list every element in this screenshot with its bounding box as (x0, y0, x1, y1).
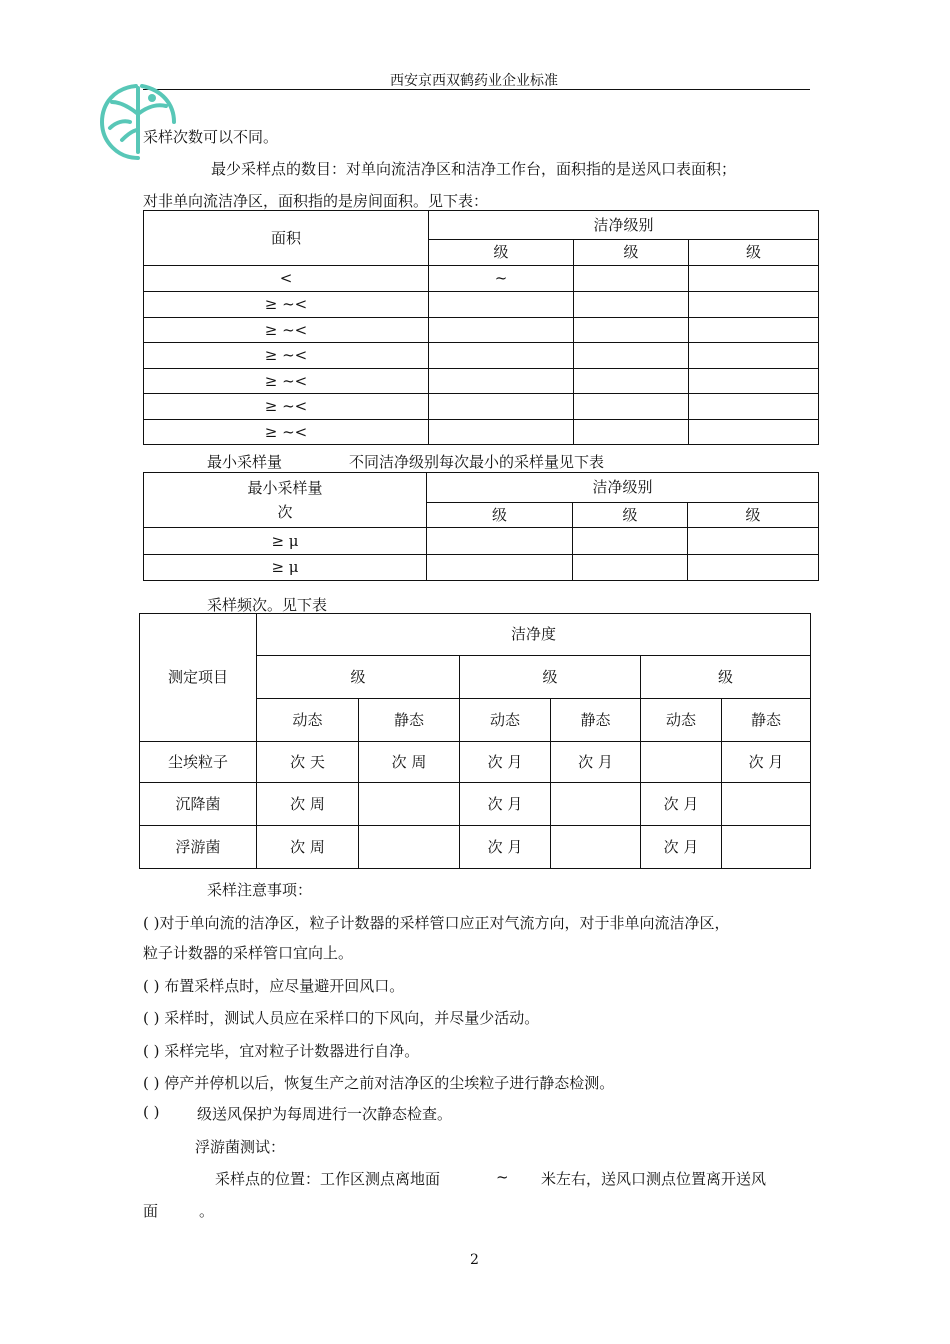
cell (574, 369, 689, 394)
cell: 次 周 (257, 826, 359, 869)
cell-area: ≥ ~< (144, 318, 429, 343)
header-rule (143, 89, 810, 90)
note-line: ( ) 停产并停机以后，恢复生产之前对洁净区的尘埃粒子进行静态检测。 (143, 1074, 615, 1092)
cell (429, 420, 574, 445)
header-dynamic: 动态 (257, 699, 359, 742)
cell (689, 343, 819, 369)
header-min-volume-line1: 最小采样量 (247, 479, 323, 497)
row-name: 浮游菌 (140, 826, 257, 869)
cell-area: ≥ ~< (144, 369, 429, 394)
text-line: 米左右，送风口测点位置离开送风 (541, 1170, 767, 1188)
text-line: 最少采样点的数目：对单向流洁净区和洁净工作台，面积指的是送风口表面积； (211, 160, 737, 178)
row-name: 尘埃粒子 (140, 742, 257, 783)
header-dynamic: 动态 (641, 699, 722, 742)
cell (688, 555, 819, 581)
cell (427, 528, 573, 555)
cell (722, 826, 811, 869)
cell: 次 月 (551, 742, 641, 783)
cell (574, 292, 689, 318)
cell: 次 月 (460, 826, 551, 869)
cell (689, 369, 819, 394)
cell: 次 月 (641, 826, 722, 869)
cell (551, 826, 641, 869)
cell: ~ (429, 266, 574, 292)
header-min-volume (144, 473, 427, 528)
header-static: 静态 (359, 699, 460, 742)
note-line: ( ) 采样时，测试人员应在采样口的下风向，并尽量少活动。 (143, 1009, 540, 1027)
text-line: 采样点的位置：工作区测点离地面 (215, 1170, 441, 1188)
header-level: 级 (641, 656, 811, 699)
cell (359, 826, 460, 869)
cell (689, 420, 819, 445)
note-line: 粒子计数器的采样管口宜向上。 (143, 944, 354, 962)
cell (359, 783, 460, 826)
cell: 次 月 (722, 742, 811, 783)
cell (688, 528, 819, 555)
cell-area: ≥ ~< (144, 420, 429, 445)
cell (429, 394, 574, 420)
cell (689, 292, 819, 318)
header-title: 西安京西双鹤药业企业标准 (390, 73, 558, 89)
header-level: 级 (429, 240, 574, 266)
cell (722, 783, 811, 826)
cell: 次 周 (257, 783, 359, 826)
text-line: 采样注意事项： (207, 881, 313, 899)
header-level: 级 (427, 503, 573, 528)
cell (689, 394, 819, 420)
cell: 次 天 (257, 742, 359, 783)
cell (573, 555, 688, 581)
text-line: 。 (199, 1202, 215, 1220)
header-static: 静态 (722, 699, 811, 742)
cell: 次 月 (641, 783, 722, 826)
header-clean-class: 洁净级别 (427, 473, 819, 503)
header-level: 级 (688, 503, 819, 528)
cell (689, 266, 819, 292)
header-area: 面积 (144, 211, 429, 266)
text-line: ~ (496, 1168, 509, 1186)
cell-volume: ≥ μ (144, 528, 427, 555)
cell (641, 742, 722, 783)
cell: 次 周 (359, 742, 460, 783)
min-sample-volume-table (143, 472, 819, 581)
sampling-frequency-table (139, 613, 811, 869)
cell (573, 528, 688, 555)
header-level: 级 (689, 240, 819, 266)
cell: 次 月 (460, 742, 551, 783)
header-cleanliness: 洁净度 (257, 614, 811, 656)
note-line: 级送风保护为每周进行一次静态检查。 (197, 1105, 453, 1123)
cell-volume: ≥ μ (144, 555, 427, 581)
header-min-volume-line2: 次 (277, 503, 293, 521)
text-label: 最小采样量 (207, 453, 283, 471)
cell-area: ≥ ~< (144, 343, 429, 369)
text-line: 采样频次。见下表 (207, 596, 328, 614)
text-line: 对非单向流洁净区，面积指的是房间面积。见下表： (143, 192, 489, 210)
header-clean-class: 洁净级别 (429, 211, 819, 240)
header-level: 级 (574, 240, 689, 266)
cell-area: ≥ ~< (144, 394, 429, 420)
cell (574, 420, 689, 445)
cell (574, 266, 689, 292)
cell (429, 318, 574, 343)
cell (689, 318, 819, 343)
cell (427, 555, 573, 581)
cell (429, 369, 574, 394)
header-test-item: 测定项目 (140, 614, 257, 742)
note-line: ( ) (143, 1103, 160, 1121)
cell (574, 343, 689, 369)
header-level: 级 (460, 656, 641, 699)
note-line: ( ) 采样完毕，宜对粒子计数器进行自净。 (143, 1042, 420, 1060)
text-line: 不同洁净级别每次最小的采样量见下表 (349, 453, 605, 471)
text-line: 浮游菌测试： (195, 1138, 286, 1156)
cell (574, 394, 689, 420)
cell (429, 292, 574, 318)
company-logo-icon (96, 80, 180, 164)
header-dynamic: 动态 (460, 699, 551, 742)
text-line: 面 (143, 1202, 159, 1220)
page-number: 2 (470, 1252, 479, 1268)
note-line: ( )对于单向流的洁净区，粒子计数器的采样管口应正对气流方向，对于非单向流洁净区， (143, 914, 730, 932)
header-level: 级 (573, 503, 688, 528)
sampling-points-table (143, 210, 819, 445)
cell-area: < (144, 266, 429, 292)
note-line: ( ) 布置采样点时，应尽量避开回风口。 (143, 977, 405, 995)
header-static: 静态 (551, 699, 641, 742)
row-name: 沉降菌 (140, 783, 257, 826)
text-line: 采样次数可以不同。 (143, 128, 279, 146)
cell (574, 318, 689, 343)
cell: 次 月 (460, 783, 551, 826)
cell (429, 343, 574, 369)
cell-area: ≥ ~< (144, 292, 429, 318)
cell (551, 783, 641, 826)
header-level: 级 (257, 656, 460, 699)
